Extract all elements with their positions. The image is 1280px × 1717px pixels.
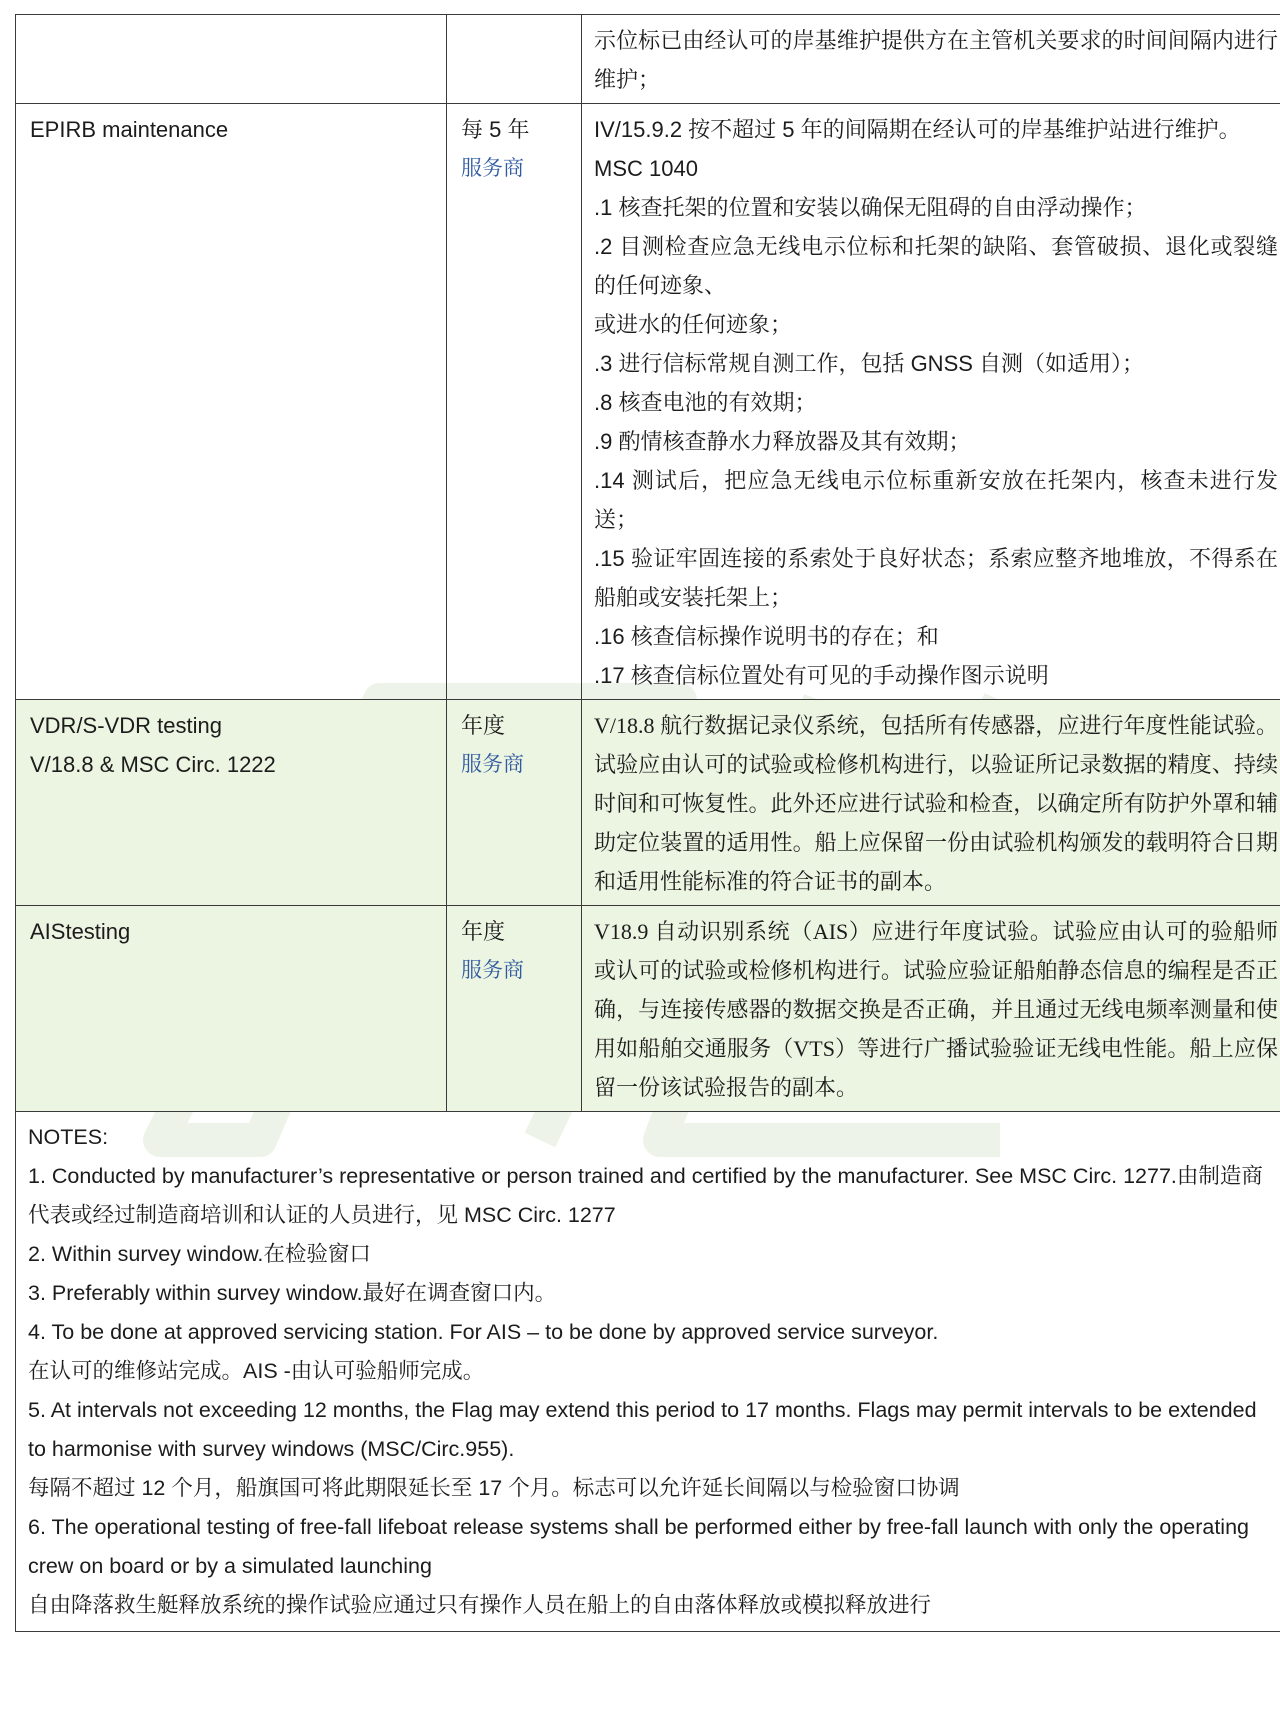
interval-text: 年度 [461,713,506,738]
requirement-text: V/18.8 航行数据记录仪系统，包括所有传感器，应进行年度性能试验。试验应由认可的试验或检修机构进行，以验证所记录数据的精度、持续时间和可恢复性。此外还应进行试验和检查，以确定所有防护外罩和辅助定位装置的适用性。船上应保留一份由试验机构颁发的载明符合日期和适用性能标准的符合证书的副本。 [594,713,1278,894]
item-cell [16,906,447,1112]
requirement-line: MSC 1040 [594,156,698,181]
requirement-line: .17 核查信标位置处有可见的手动操作图示说明 [594,663,1049,688]
requirement-cell [582,15,1280,104]
table-row-ais [16,906,1280,1112]
note-item: 自由降落救生艇释放系统的操作试验应通过只有操作人员在船上的自由落体释放或模拟释放进行 [28,1593,932,1617]
note-item: 在认可的维修站完成。AIS -由认可验船师完成。 [28,1359,485,1383]
service-provider-label: 服务商 [461,157,524,180]
note-item: 2. Within survey window.在检验窗口 [28,1242,371,1266]
maintenance-table [15,14,1280,1632]
note-item: 6. The operational testing of free-fall lifeboat release systems shall be performed either by free-fall launch with only the operating crew on board or by a simulated launching [28,1515,1249,1578]
item-cell [16,700,447,906]
requirement-line: .14 测试后，把应急无线电示位标重新安放在托架内，核查未进行发送； [594,468,1278,532]
interval-text: 每 5 年 [461,117,530,142]
requirement-line: .1 核查托架的位置和安装以确保无阻碍的自由浮动操作； [594,195,1147,220]
requirement-line: .15 验证牢固连接的系索处于良好状态；系索应整齐地堆放，不得系在船舶或安装托架上； [594,546,1278,610]
item-title: EPIRB maintenance [30,117,229,142]
interval-text: 年度 [461,919,506,944]
requirement-text: V18.9 自动识别系统（AIS）应进行年度试验。试验应由认可的验船师或认可的试验或检修机构进行。试验应验证船舶静态信息的编程是否正确，与连接传感器的数据交换是否正确，并且通过无线电频率测量和使用如船舶交通服务（VTS）等进行广播试验验证无线电性能。船上应保留一份该试验报告的副本。 [594,919,1278,1100]
note-item: 每隔不超过 12 个月，船旗国可将此期限延长至 17 个月。标志可以允许延长间隔以与检验窗口协调 [28,1476,960,1500]
service-provider-label: 服务商 [461,959,524,982]
item-title: AIStesting [30,919,131,944]
document-page [15,14,1278,1632]
item-title: VDR/S-VDR testing [30,713,222,738]
requirement-line: .9 酌情核查静水力释放器及其有效期； [594,429,971,454]
item-cell [16,15,447,104]
item-reference: V/18.8 & MSC Circ. 1222 [30,752,276,777]
requirement-cell [582,906,1280,1112]
notes-row [16,1112,1280,1632]
interval-cell [447,15,582,104]
interval-cell [447,104,582,700]
interval-cell [447,906,582,1112]
service-provider-label: 服务商 [461,753,524,776]
note-item: 1. Conducted by manufacturer’s representative or person trained and certified by the manufacturer. See MSC Circ. 1277.由制造商代表或经过制造商培训和认证的人员进行，见 MSC Circ. 1277 [28,1164,1263,1227]
requirement-line: IV/15.9.2 按不超过 5 年的间隔期在经认可的岸基维护站进行维护。 [594,117,1241,142]
note-item: 4. To be done at approved servicing station. For AIS – to be done by approved service surveyor. [28,1320,939,1344]
requirement-line: .3 进行信标常规自测工作，包括 GNSS 自测（如适用）； [594,351,1145,376]
note-item: 3. Preferably within survey window.最好在调查窗口内。 [28,1281,557,1305]
table-row-vdr [16,700,1280,906]
notes-heading: NOTES: [28,1125,109,1149]
table-row [16,15,1280,104]
table-row-epirb [16,104,1280,700]
item-cell [16,104,447,700]
requirement-line: 或进水的任何迹象； [594,312,793,337]
requirement-cell [582,700,1280,906]
notes-cell [16,1112,1280,1632]
requirement-text: 示位标已由经认可的岸基维护提供方在主管机关要求的时间间隔内进行维护； [594,28,1278,92]
requirement-line: .2 目测检查应急无线电示位标和托架的缺陷、套管破损、退化或裂缝的任何迹象、 [594,234,1278,298]
interval-cell [447,700,582,906]
note-item: 5. At intervals not exceeding 12 months, the Flag may extend this period to 17 months. Flags may permit intervals to be extended to harmonise with survey windows (MSC/Circ.955). [28,1398,1257,1461]
requirement-cell [582,104,1280,700]
requirement-line: .16 核查信标操作说明书的存在；和 [594,624,939,649]
requirement-line: .8 核查电池的有效期； [594,390,817,415]
